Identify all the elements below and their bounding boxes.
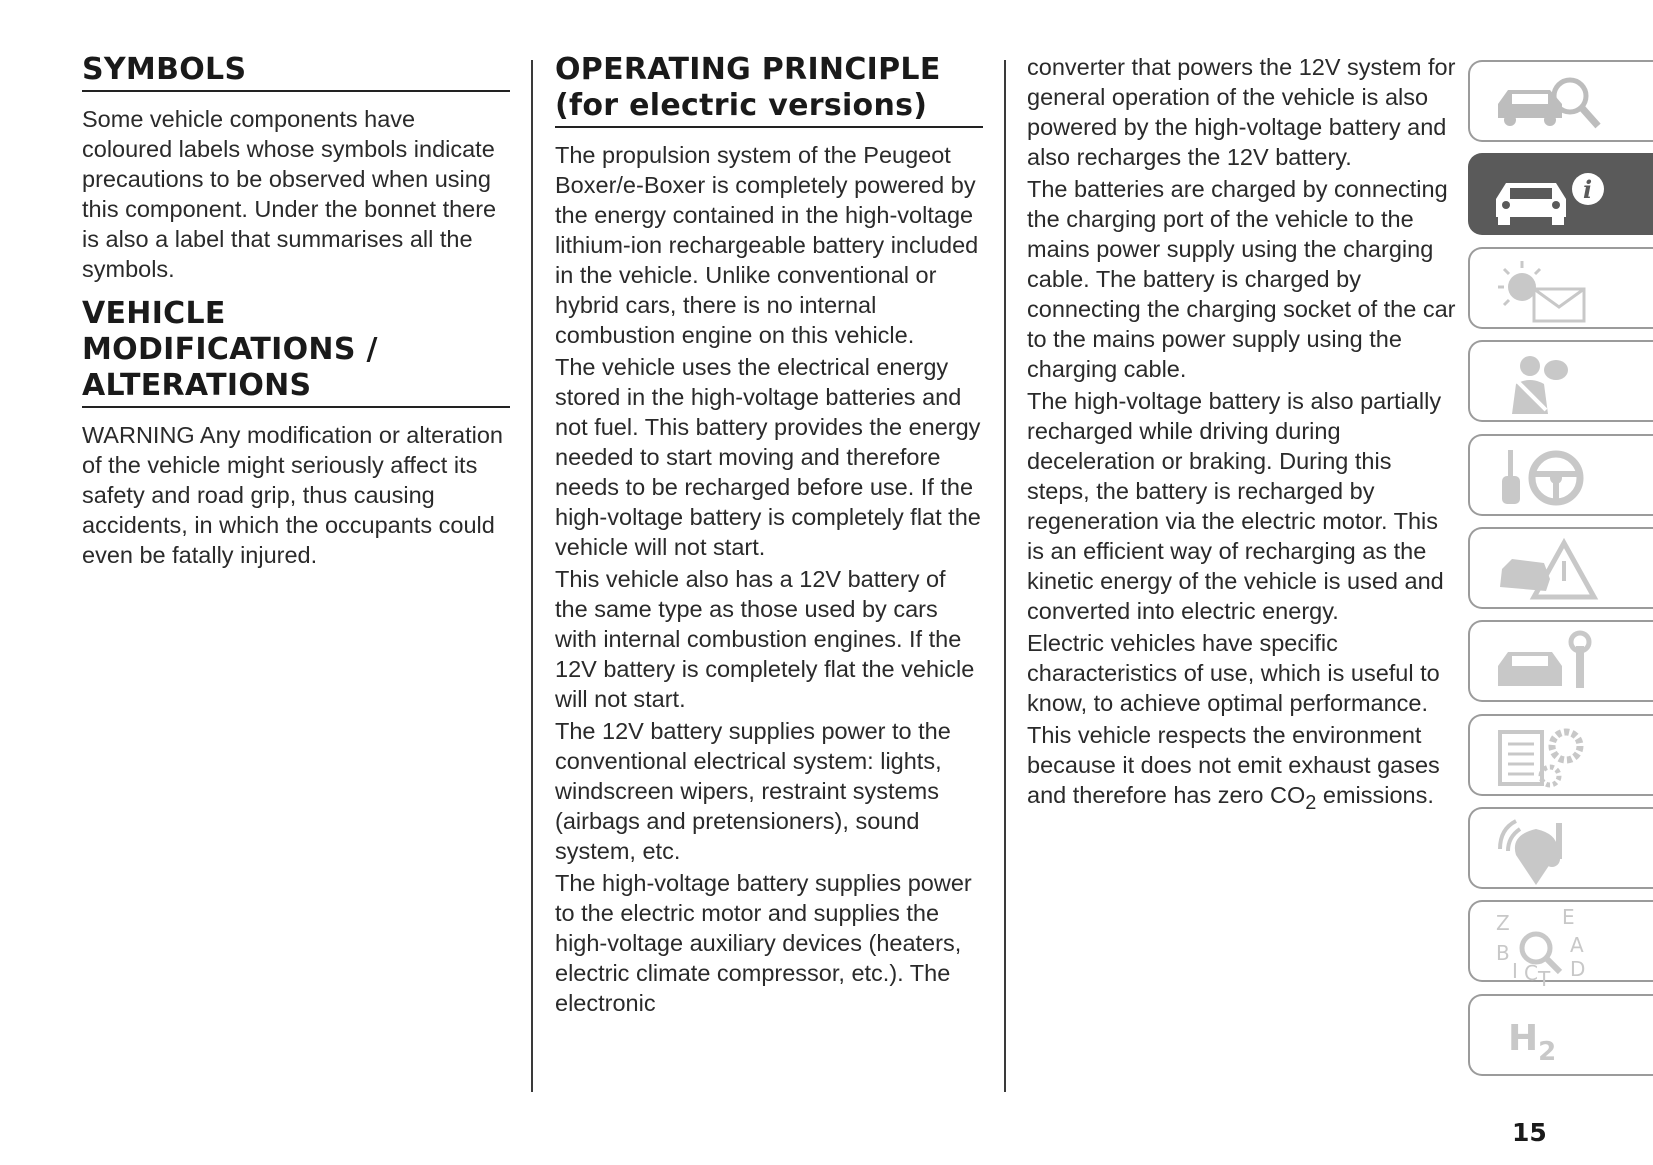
index-letter: E <box>1562 908 1575 929</box>
tab-technical-data[interactable] <box>1468 714 1653 796</box>
tab-multimedia[interactable] <box>1468 807 1653 889</box>
co2-subscript: 2 <box>1305 791 1317 814</box>
tab-maintenance[interactable] <box>1468 620 1653 702</box>
index-letter: T <box>1538 967 1551 988</box>
paragraph: The high-voltage battery supplies power to the electric motor and supplies the high-voltage auxiliary devices (heaters, electric climate compressor, etc.). The electronic <box>555 870 972 1016</box>
page-number: 15 <box>1512 1118 1547 1147</box>
paragraph: The vehicle uses the electrical energy stored in the high-voltage batteries and not fuel. This battery provides the energy needed to start moving and therefore needs to be recharged before use. If the high-voltage battery is completely flat the vehicle will not start. <box>555 354 981 560</box>
heading-symbols: SYMBOLS <box>82 52 510 92</box>
paragraph: The propulsion system of the Peugeot Boxer/e-Boxer is completely powered by the energy contained in the high-voltage lithium-ion rechargeable battery included in the vehicle. Unlike conventional or hybrid cars, there is no internal combustion engine on this vehicle. <box>555 142 979 348</box>
tab-index[interactable] <box>1468 900 1653 988</box>
technical-data-gear-icon <box>1490 722 1610 792</box>
warning-paragraph: WARNING Any modification or alteration of the vehicle might seriously affect its safety and road grip, thus causing accidents, in which the occupants could even be fatally injured. <box>82 422 503 568</box>
environment-paragraph <box>1027 720 1457 818</box>
tab-emergency[interactable] <box>1468 527 1653 609</box>
tab-knowing-vehicle[interactable] <box>1468 60 1653 142</box>
environment-text-end: emissions. <box>1322 782 1434 808</box>
tab-hydrogen[interactable] <box>1468 994 1653 1076</box>
paragraph: Electric vehicles have specific characteristics of use, which is useful to know, to achieve optimal performance. <box>1027 630 1440 716</box>
h2-letter: H <box>1508 1018 1539 1059</box>
tab-starting-driving[interactable] <box>1468 434 1653 516</box>
tab-dashboard[interactable] <box>1468 247 1653 329</box>
column-divider <box>1004 60 1006 1092</box>
index-letter: I <box>1512 959 1518 983</box>
column-middle <box>555 52 983 1020</box>
column-divider <box>531 60 533 1092</box>
car-search-icon <box>1490 68 1610 138</box>
column-right <box>1027 52 1457 820</box>
heading-operating-principle: OPERATING PRINCIPLE (for electric versions) <box>555 52 983 128</box>
index-letter: B <box>1496 941 1510 965</box>
paragraph: The high-voltage battery is also partially recharged while driving during deceleration or braking. During this steps, the battery is recharged by regeneration via the electric motor. This is an efficient way of recharging as the kinetic energy of the vehicle is used and converted into electric energy. <box>1027 388 1444 624</box>
h2-subscript: 2 <box>1538 1037 1557 1067</box>
info-letter: i <box>1583 175 1593 204</box>
environment-text: This vehicle respects the environment because it does not emit exhaust gases and therefore has zero CO <box>1027 722 1440 808</box>
tab-safety-info[interactable] <box>1468 153 1653 235</box>
tab-safety[interactable] <box>1468 340 1653 422</box>
index-letter: C <box>1524 961 1538 985</box>
paragraph: The batteries are charged by connecting the charging port of the vehicle to the mains power supply using the charging cable. The battery is charged by connecting the charging socket of the car to the mains power supply using the charging cable. <box>1027 176 1456 382</box>
heading-vehicle-modifications: VEHICLE MODIFICATIONS / ALTERATIONS <box>82 296 510 408</box>
index-letter: D <box>1570 957 1586 981</box>
car-emergency-triangle-icon <box>1490 535 1610 605</box>
multimedia-music-icon <box>1490 815 1610 885</box>
paragraph: The 12V battery supplies power to the conventional electrical system: lights, windscreen wipers, restraint systems (airbags and pretensioners), sound system, etc. <box>555 718 951 864</box>
airbag-seatbelt-icon <box>1490 348 1610 418</box>
column-left <box>82 52 510 580</box>
paragraph: This vehicle also has a 12V battery of the same type as those used by cars with internal combustion engines. If the 12V battery is completely flat the vehicle will not start. <box>555 566 975 712</box>
alphabetical-index-icon <box>1490 908 1610 988</box>
car-info-icon <box>1490 161 1610 231</box>
paragraph: converter that powers the 12V system for general operation of the vehicle is also powered by the high-voltage battery and also recharges the 12V battery. <box>1027 54 1456 170</box>
hydrogen-h2-icon <box>1490 1002 1610 1072</box>
key-steering-wheel-icon <box>1490 442 1610 512</box>
index-letter: A <box>1570 933 1584 957</box>
index-letter: Z <box>1496 911 1510 935</box>
symbols-paragraph: Some vehicle components have coloured labels whose symbols indicate precautions to be observed when using this component. Under the bonnet there is also a label that summarises all the symbols. <box>82 106 497 282</box>
warning-light-message-icon <box>1490 255 1610 325</box>
svg-text:H2 <box>1508 1018 1556 1067</box>
car-wrench-icon <box>1490 628 1610 698</box>
